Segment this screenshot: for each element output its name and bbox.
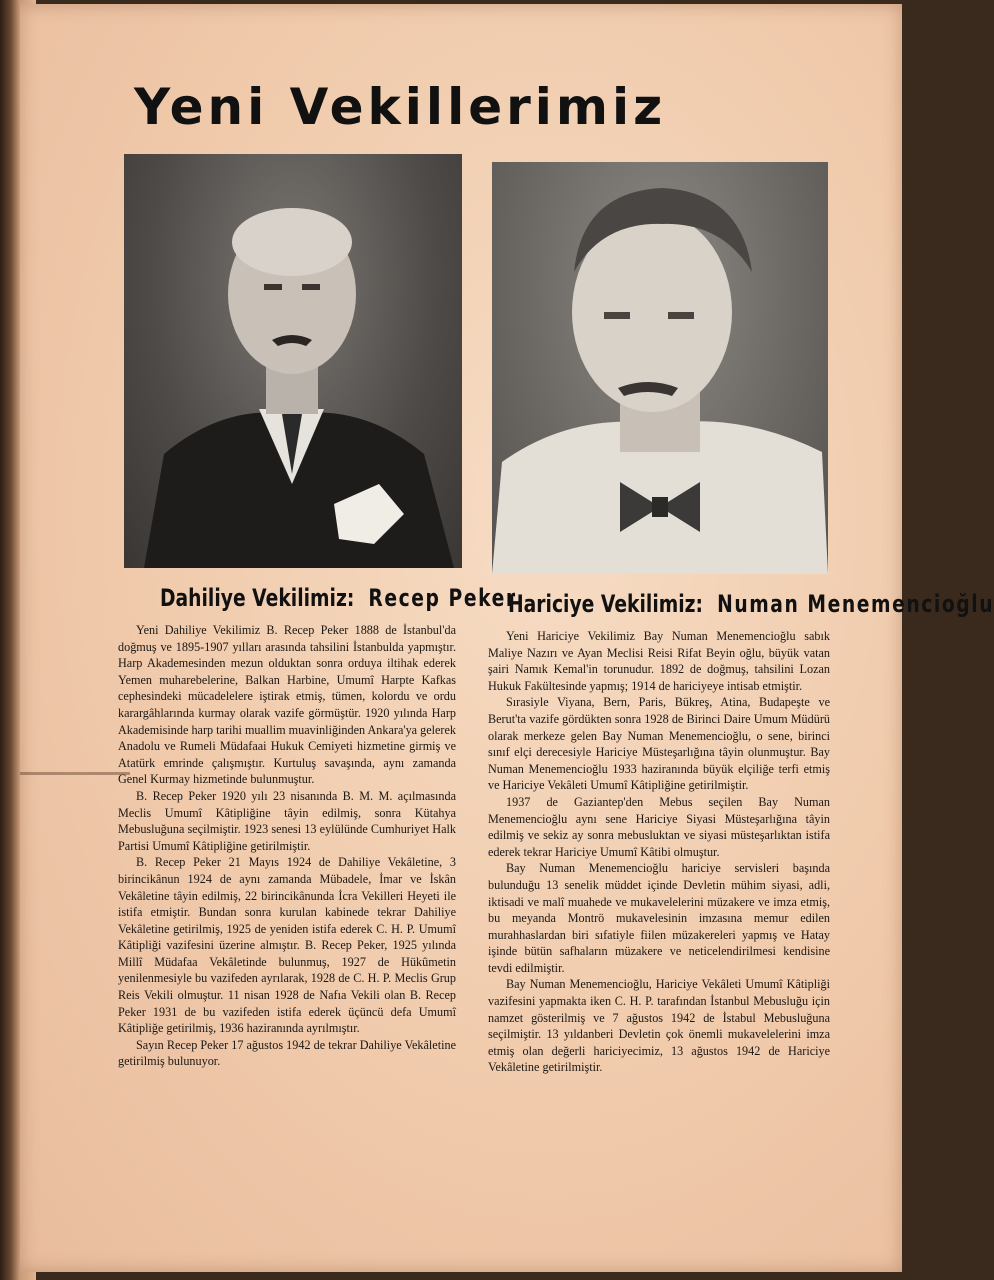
- right-article-column: [488, 628, 830, 1076]
- right-paragraph-5: Bay Numan Menemencioğlu, Hariciye Vekâleti Umumî Kâtipliği vazifesini yapmakta iken C. H. P. tarafından İstanbul Mebusluğu için namzet gösterilmiş ve 7 ağustos 1942 de İstabul Mebusluğuna seçilmiştir. 13 yıldanberi Devletin çok önemli mukavelelerini imza etmiş olan değerli hariciyecimiz, 13 ağustos 1942 de Hariciye Vekâletine getirilmiştir.: [488, 977, 830, 1075]
- left-heading-name: Recep Peker: [368, 584, 517, 612]
- left-heading-role: Dahiliye Vekilimiz:: [160, 584, 355, 612]
- right-heading-role: Hariciye Vekilimiz:: [508, 590, 704, 618]
- left-article-column: [118, 622, 456, 1070]
- right-heading: [508, 590, 994, 618]
- portrait-right-drawing: [492, 162, 828, 574]
- right-paragraph-3: 1937 de Gaziantep'den Mebus seçilen Bay Numan Menemencioğlu aynı sene Hariciye Siyasi Müsteşarlığına tâyin edilmiş ve sekiz ay sonra mebusluktan ve siyasi müsteşarlıktan istifa ederek tekrar Hariciye Umumî Kâtibi olmuştur.: [488, 794, 830, 859]
- right-paragraph-2: Sırasiyle Viyana, Bern, Paris, Bükreş, Atina, Budapeşte ve Berut'ta vazife gördükten sonra 1928 de Birinci Daire Umum Müdürü olarak merkeze gelen Bay Numan Menemencioğlu, o sene, birinci sınıf elçi derecesiyle Hariciye Müsteşarlığına tâyin olunmuştur. Bay Numan Menemencioğlu 1933 haziranında büyük elçiliğe terfi etmiş ve Hariciye Vekâleti Umumî Kâtipliğine getirilmiştir.: [488, 695, 830, 793]
- left-paragraph-4: Sayın Recep Peker 17 ağustos 1942 de tekrar Dahiliye Vekâletine getirilmiş bulunuyor.: [118, 1037, 456, 1069]
- left-paragraph-2: B. Recep Peker 1920 yılı 23 nisanında B. M. M. açılmasında Meclis Umumî Kâtipliğine tâyin edilmiş, sonra Kütahya Mebusluğuna seçilmiştir. 1923 senesi 13 eylülünde Cumhuriyet Halk Partisi Umumî Kâtipliğine getirilmiştir.: [118, 788, 456, 853]
- right-paragraph-1: Yeni Hariciye Vekilimiz Bay Numan Menemencioğlu sabık Maliye Nazırı ve Ayan Meclisi Reisi Rifat Beyin oğlu, büyük vatan şairi Namık Kemal'in torunudur. 1892 de doğmuş, tahsilini Lozan Hukuk Fakültesinde yapmış; 1914 de hariciyeye intisab etmiştir.: [488, 629, 830, 693]
- right-heading-name: Numan Menemencioğlu: [717, 590, 994, 618]
- page-fold: [20, 772, 130, 775]
- portrait-photo-right: [492, 162, 828, 574]
- left-paragraph-3: B. Recep Peker 21 Mayıs 1924 de Dahiliye Vekâletine, 3 birincikânun 1924 de aynı zamanda Mübadele, İmar ve İskân Vekâletine tâyin edilmiş, 22 birincikânunda İcra Vekilleri Heyeti ile istifa etmiştir. Bundan sonra kurulan kabinede tekrar Dahiliye Vekâletine getirilmiş, 1925 de yeniden istifa ederek C. H. P. Umumî Kâtipliği vazifesini üzerine almıştır. B. Recep Peker, 1925 yılında Millî Müdafaa Vekâletinde bulunmuş, 1927 de Hükûmetin yenilenmesiyle bu vazifeden ayrılarak, 1928 de C. H. P. Meclis Grup Reis Vekili olmuştur. 11 nisan 1928 de Nafıa Vekili olan B. Recep Peker 1931 de bu vazifeden istifa ederek üçüncü defa Umumî Kâtipliğe getirilmiş, 1936 haziranında ayrılmıştır.: [118, 855, 456, 1036]
- left-heading: [160, 584, 517, 612]
- left-paragraph-1: Yeni Dahiliye Vekilimiz B. Recep Peker 1888 de İstanbul'da doğmuş ve 1895-1907 yılları arasında tahsilini İstanbulda yapmıştır. Harp Akademesinden mezun olduktan sonra orduya iltihak ederek Yemen muharebelerine, Balkan Harbine, Umumî Harpte Kafkas cephesindeki mücadelelere iştirak etmiş, tümen, kolordu ve ordu karargâhlarında kurmay olarak vazife görmüştür. 1920 yılında Harp Akademisinde harp tarihi muallim muavinliğinden Ankara'ya gelerek Anadolu ve Rumeli Müdafaai Hukuk Cemiyeti hizmetine girmiş ve Atatürk emrinde çalışmıştır. Kurtuluş savaşında, aynı zamanda Genel Kurmay hizmetinde bulunmuştur.: [118, 623, 456, 787]
- right-paragraph-4: Bay Numan Menemencioğlu hariciye servisleri başında bulunduğu 13 senelik müddet içinde Devletin mühim siyasi, adli, iktisadi ve malî muahede ve mukavelelerini müzakere ve imza etmiş, bu meyanda Montrö mukavelesinin imzasına memur edilen murahhaslardan biri sıfatiyle fiilen müzakereleri yapmış ve Hatay işinde bütün safhaların müzakere ve neticelendirilmesi kendisine tevdi edilmiştir.: [488, 861, 830, 975]
- portrait-left-drawing: [124, 154, 462, 568]
- page-title: Yeni Vekillerimiz: [134, 78, 667, 136]
- portrait-photo-left: [124, 154, 462, 568]
